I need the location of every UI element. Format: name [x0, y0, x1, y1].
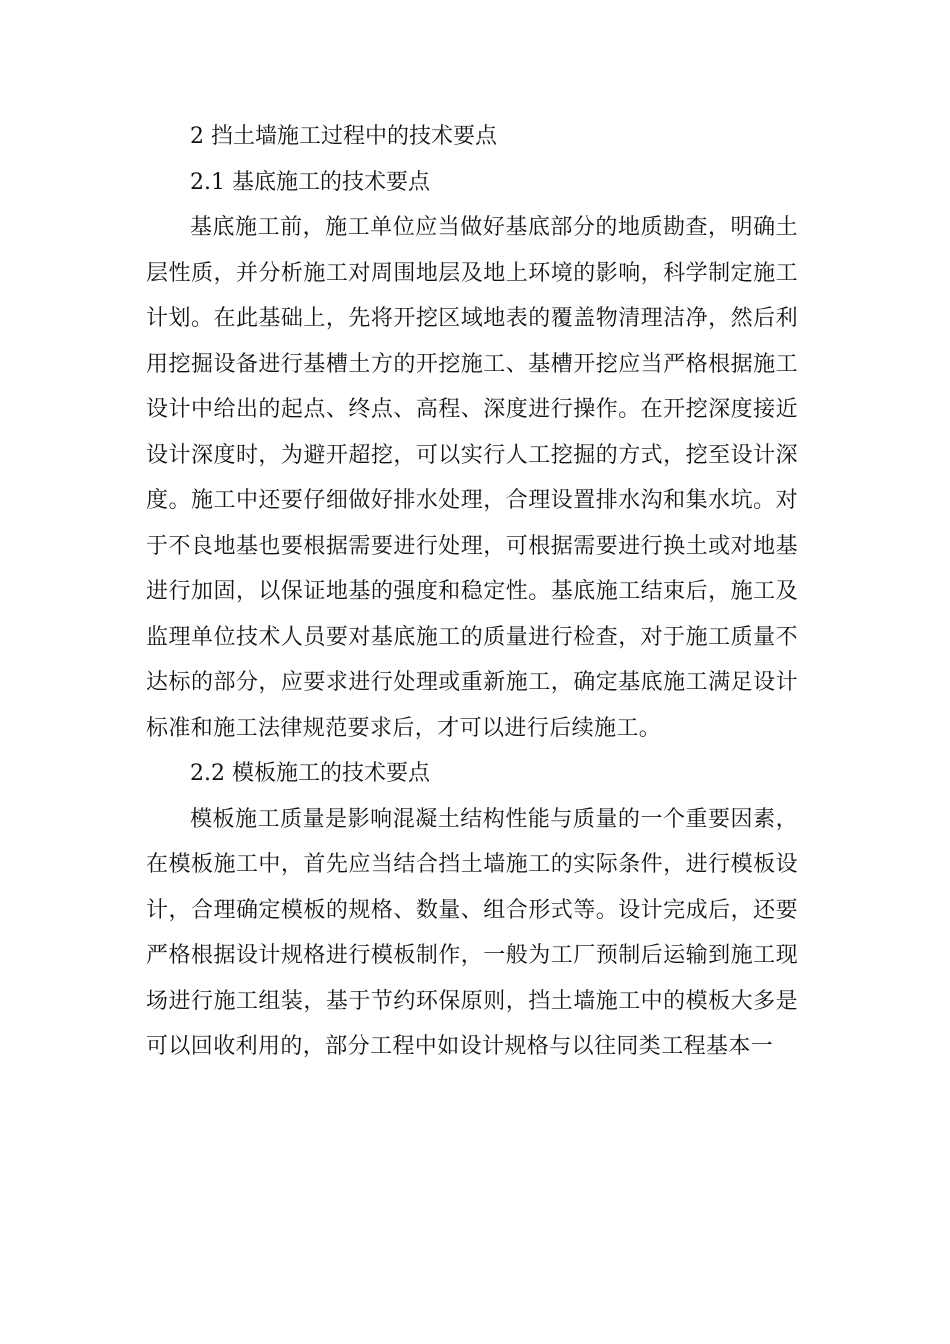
paragraph-line: 在模板施工中，首先应当结合挡土墙施工的实际条件，进行模板设: [146, 852, 798, 877]
section-heading: 2 挡土墙施工过程中的技术要点: [190, 124, 497, 149]
paragraph-formwork-construction: [146, 797, 798, 1070]
paragraph-line: 标准和施工法律规范要求后，才可以进行后续施工。: [146, 715, 662, 741]
paragraph-line: 严格根据设计规格进行模板制作，一般为工厂预制后运输到施工现: [146, 943, 798, 968]
paragraph-line: 可以回收利用的，部分工程中如设计规格与以往同类工程基本一: [146, 1034, 774, 1059]
paragraph-line: 度。施工中还要仔细做好排水处理，合理设置排水沟和集水坑。对: [146, 488, 798, 513]
document-body: [146, 114, 798, 1070]
paragraph-line: 达标的部分，应要求进行处理或重新施工，确定基底施工满足设计: [146, 670, 798, 695]
paragraph-line: 进行加固，以保证地基的强度和稳定性。基底施工结束后，施工及: [146, 579, 798, 604]
paragraph-line: 计，合理确定模板的规格、数量、组合形式等。设计完成后，还要: [146, 897, 798, 923]
subsection-heading-2-1: 2.1 基底施工的技术要点: [190, 169, 430, 195]
paragraph-line: 场进行施工组装，基于节约环保原则，挡土墙施工中的模板大多是: [146, 988, 798, 1014]
subsection-heading-2-2: 2.2 模板施工的技术要点: [190, 761, 430, 786]
paragraph-line: 模板施工质量是影响混凝土结构性能与质量的一个重要因素，: [190, 806, 798, 832]
paragraph-line: 基底施工前，施工单位应当做好基底部分的地质勘查，明确土: [190, 215, 798, 240]
paragraph-line: 用挖掘设备进行基槽土方的开挖施工、基槽开挖应当严格根据施工: [146, 351, 798, 377]
paragraph-line: 监理单位技术人员要对基底施工的质量进行检查，对于施工质量不: [146, 624, 798, 650]
paragraph-foundation-construction: [146, 205, 798, 751]
paragraph-line: 层性质，并分析施工对周围地层及地上环境的影响，科学制定施工: [146, 260, 798, 286]
paragraph-line: 设计中给出的起点、终点、高程、深度进行操作。在开挖深度接近: [146, 397, 798, 422]
paragraph-line: 计划。在此基础上，先将开挖区域地表的覆盖物清理洁净，然后利: [146, 306, 798, 331]
paragraph-line: 设计深度时，为避开超挖，可以实行人工挖掘的方式，挖至设计深: [146, 442, 798, 468]
paragraph-line: 于不良地基也要根据需要进行处理，可根据需要进行换土或对地基: [146, 533, 798, 559]
